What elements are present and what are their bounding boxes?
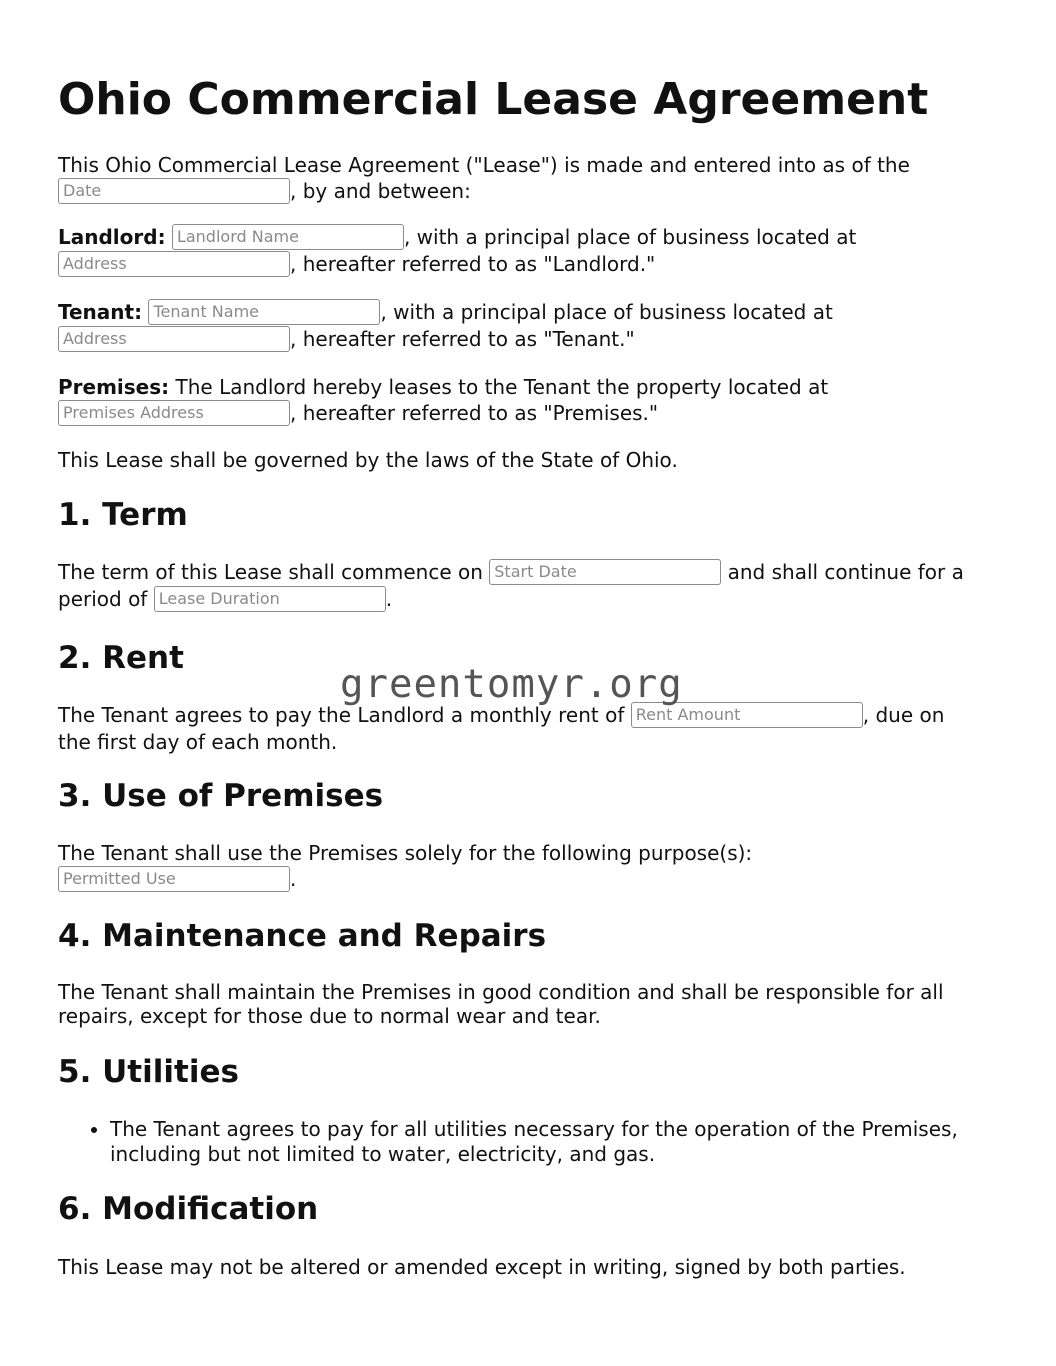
- rent-text-after: , due on: [862, 703, 945, 727]
- maintenance-heading: 4. Maintenance and Repairs: [58, 918, 547, 954]
- rent-paragraph: [58, 702, 998, 755]
- intro-text-after: , by and between:: [290, 179, 471, 203]
- use-paragraph: [58, 840, 998, 892]
- landlord-label: Landlord:: [58, 225, 166, 249]
- start-date-field[interactable]: [489, 559, 721, 585]
- tenant-end-text: , hereafter referred to as "Tenant.": [290, 327, 635, 351]
- tenant-address-field[interactable]: [58, 326, 290, 352]
- permitted-use-field[interactable]: [58, 866, 290, 892]
- governing-law-text: This Lease shall be governed by the laws of the State of Ohio.: [58, 448, 678, 472]
- intro-paragraph: [58, 152, 998, 204]
- landlord-name-field[interactable]: [172, 224, 404, 250]
- utilities-bullet-line2: including but not limited to water, electricity, and gas.: [110, 1142, 656, 1166]
- watermark: greentomyr.org: [340, 662, 683, 707]
- premises-text: The Landlord hereby leases to the Tenant the property located at: [175, 375, 829, 399]
- use-text: The Tenant shall use the Premises solely for the following purpose(s):: [58, 841, 753, 865]
- maintenance-line1: The Tenant shall maintain the Premises in good condition and shall be responsible for all: [58, 980, 944, 1004]
- term-paragraph: [58, 559, 998, 612]
- term-text-mid: and shall continue for a: [727, 560, 964, 584]
- tenant-mid-text: , with a principal place of business located at: [380, 300, 833, 324]
- tenant-paragraph: [58, 299, 998, 352]
- page-title: Ohio Commercial Lease Agreement: [58, 74, 929, 125]
- term-heading: 1. Term: [58, 497, 188, 533]
- utilities-bullet-line1: • The Tenant agrees to pay for all utilities necessary for the operation of the Premises,: [110, 1117, 958, 1141]
- rent-heading: 2. Rent: [58, 640, 184, 676]
- use-text-end: .: [290, 867, 297, 891]
- landlord-end-text: , hereafter referred to as "Landlord.": [290, 252, 656, 276]
- utilities-heading: 5. Utilities: [58, 1054, 239, 1090]
- premises-end-text: , hereafter referred to as "Premises.": [290, 401, 659, 425]
- tenant-label: Tenant:: [58, 300, 143, 324]
- rent-text: The Tenant agrees to pay the Landlord a monthly rent of: [58, 703, 625, 727]
- maintenance-line2: repairs, except for those due to normal wear and tear.: [58, 1004, 601, 1028]
- modification-heading: 6. Modification: [58, 1191, 319, 1227]
- term-text-line2: period of: [58, 587, 148, 611]
- utilities-list: [58, 1117, 998, 1167]
- landlord-mid-text: , with a principal place of business located at: [403, 225, 857, 249]
- landlord-address-field[interactable]: [58, 251, 290, 277]
- landlord-paragraph: [58, 224, 998, 277]
- rent-text-line2: the first day of each month.: [58, 730, 338, 754]
- tenant-name-field[interactable]: [148, 299, 380, 325]
- term-text: The term of this Lease shall commence on: [58, 560, 483, 584]
- intro-text: This Ohio Commercial Lease Agreement ("Lease") is made and entered into as of the: [58, 153, 910, 177]
- modification-text: This Lease may not be altered or amended except in writing, signed by both parties.: [58, 1255, 906, 1279]
- use-heading: 3. Use of Premises: [58, 778, 384, 814]
- date-field[interactable]: [58, 178, 290, 204]
- premises-paragraph: [58, 374, 998, 426]
- term-text-end: .: [385, 587, 393, 611]
- premises-address-field[interactable]: [58, 400, 290, 426]
- list-item: [110, 1117, 998, 1167]
- maintenance-paragraph: [58, 980, 998, 1028]
- lease-duration-field[interactable]: [154, 586, 386, 612]
- premises-label: Premises:: [58, 375, 170, 399]
